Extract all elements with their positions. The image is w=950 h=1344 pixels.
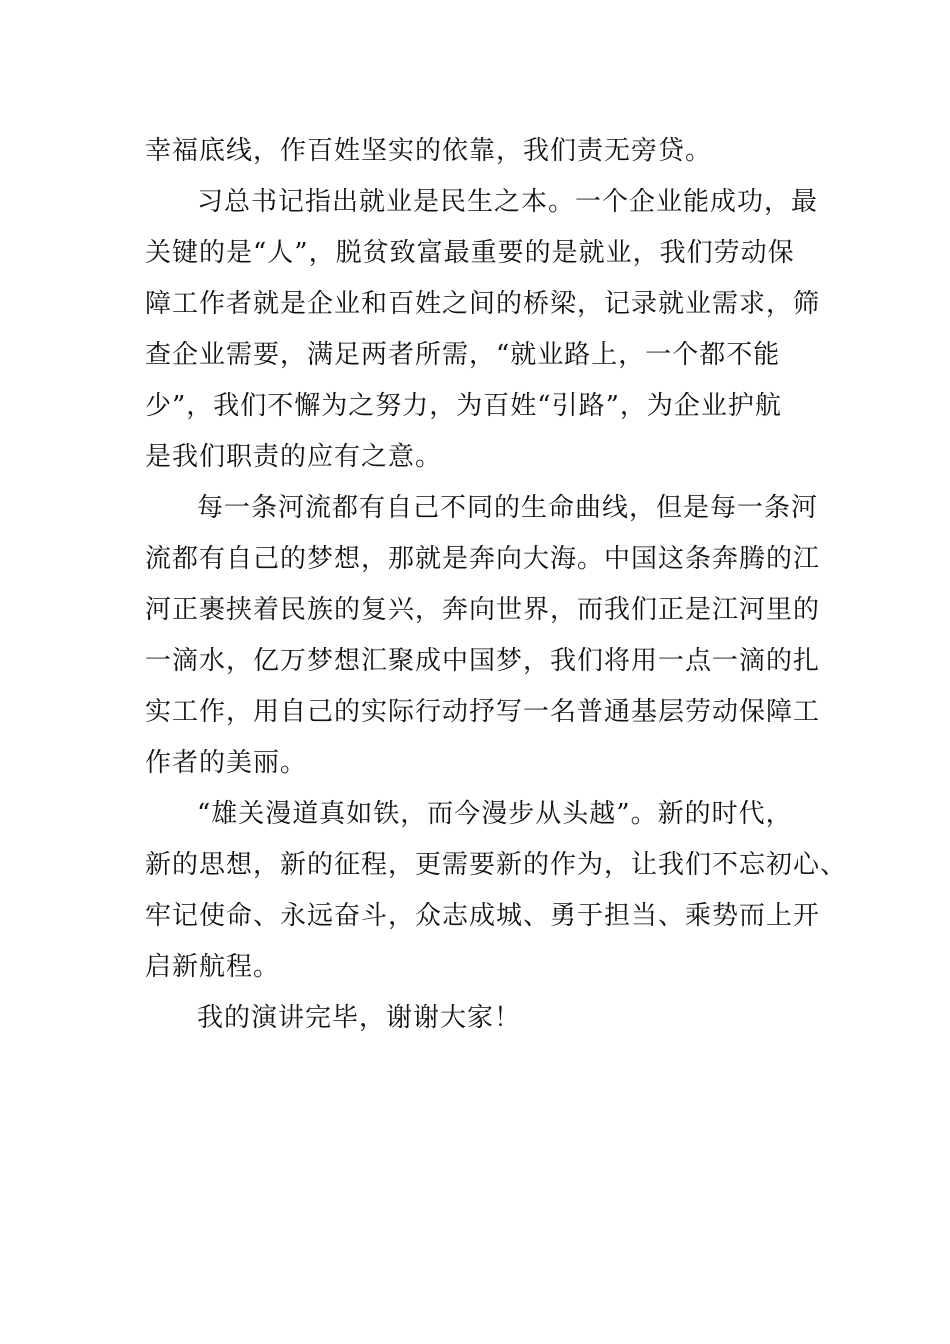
text-line: 作者的美丽。 bbox=[145, 748, 308, 778]
text-line: 我的演讲完毕，谢谢大家！ bbox=[197, 1003, 522, 1033]
text-line: 障工作者就是企业和百姓之间的桥梁，记录就业需求，筛 bbox=[145, 289, 821, 319]
text-line: 启新航程。 bbox=[145, 952, 281, 982]
text-line: 少”，我们不懈为之努力，为百姓“引路”，为企业护航 bbox=[145, 391, 782, 421]
text-line: 每一条河流都有自己不同的生命曲线，但是每一条河 bbox=[197, 493, 819, 523]
text-line: 实工作，用自己的实际行动抒写一名普通基层劳动保障工 bbox=[145, 697, 821, 727]
text-line: 河正裹挟着民族的复兴，奔向世界，而我们正是江河里的 bbox=[145, 595, 821, 625]
text-line: 一滴水，亿万梦想汇聚成中国梦，我们将用一点一滴的扎 bbox=[145, 646, 821, 676]
text-line: 牢记使命、永远奋斗，众志成城、勇于担当、乘势而上开 bbox=[145, 901, 821, 931]
text-line: 流都有自己的梦想，那就是奔向大海。中国这条奔腾的江 bbox=[145, 544, 821, 574]
text-line: 幸福底线，作百姓坚实的依靠，我们责无旁贷。 bbox=[145, 136, 713, 166]
text-line: 关键的是“人”，脱贫致富最重要的是就业，我们劳动保 bbox=[145, 238, 795, 268]
text-line: 习总书记指出就业是民生之本。一个企业能成功，最 bbox=[197, 187, 819, 217]
text-line: “雄关漫道真如铁，而今漫步从头越”。新的时代， bbox=[197, 799, 793, 829]
text-line: 是我们职责的应有之意。 bbox=[145, 442, 443, 472]
text-line: 查企业需要，满足两者所需，“就业路上，一个都不能 bbox=[145, 340, 781, 370]
text-line: 新的思想，新的征程，更需要新的作为，让我们不忘初心、 bbox=[145, 850, 848, 880]
